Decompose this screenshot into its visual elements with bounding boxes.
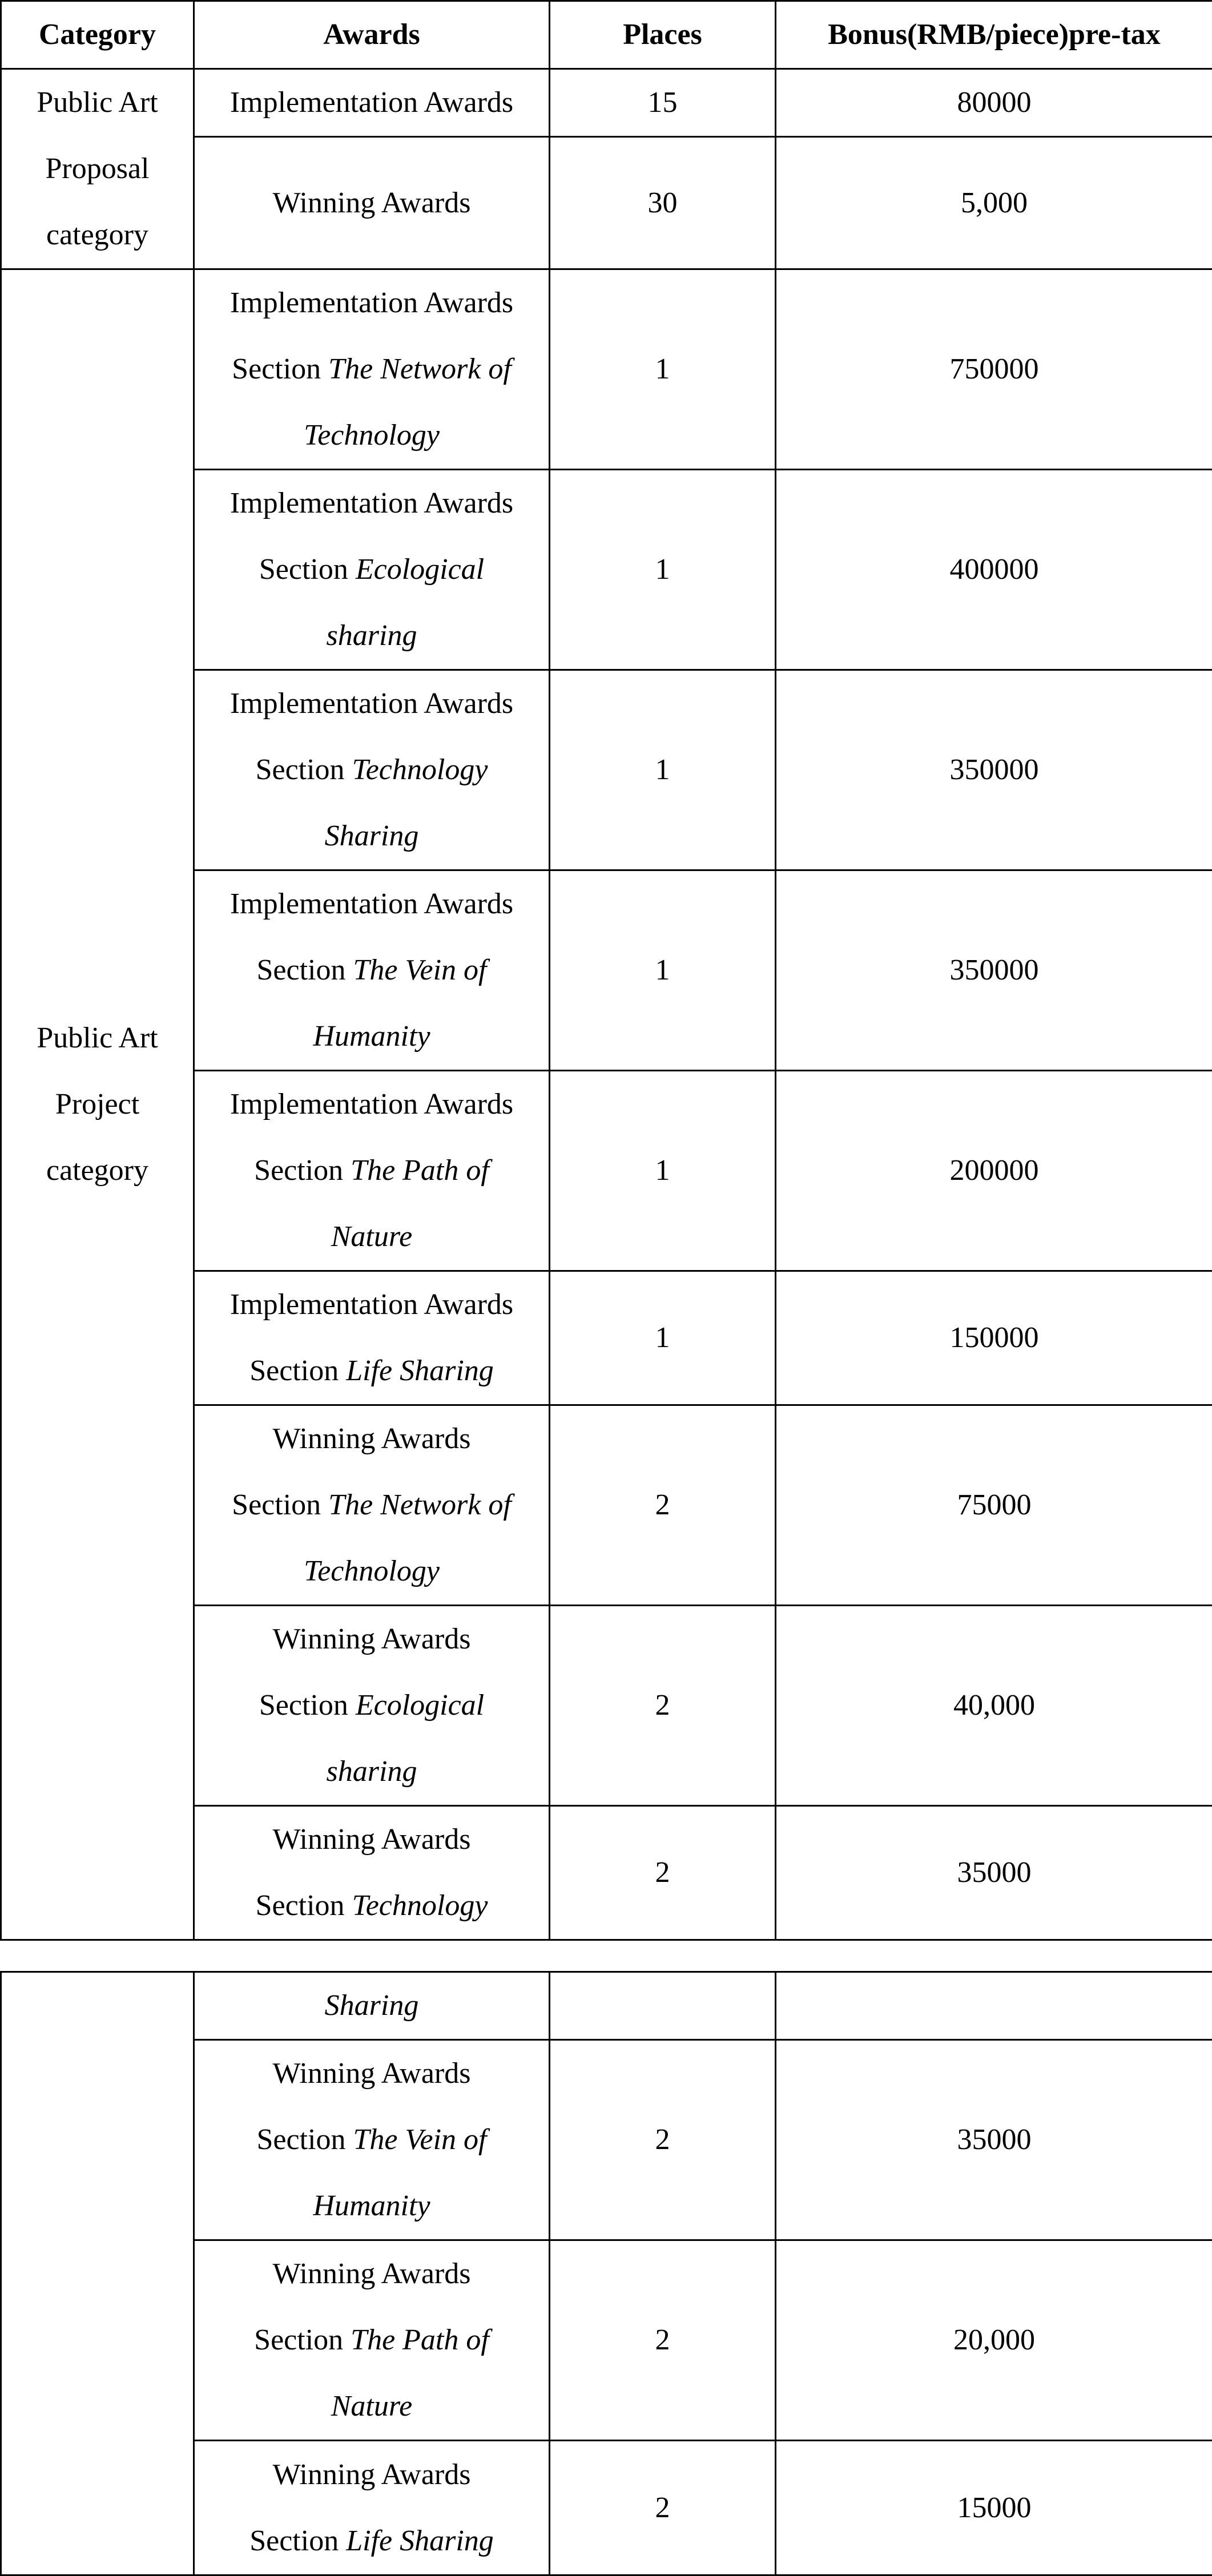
places-cell: 2 [550,2441,776,2575]
category-cell [1,69,194,269]
section-prefix: Section [257,2123,353,2156]
award-cell [194,137,550,269]
category-line: Public Art [12,1005,183,1071]
table-row [1,1972,1212,2040]
section-prefix: Section [257,954,353,986]
award-title: Winning Awards [205,2241,538,2307]
award-title: Implementation Awards [230,86,513,119]
section-name: The Path of [351,2324,489,2356]
bonus-cell: 750000 [776,269,1212,470]
bonus-cell: 350000 [776,670,1212,870]
award-title: Winning Awards [273,187,471,219]
section-name: The Network of [328,353,512,385]
section-name-cont: Nature [331,1220,413,1253]
bonus-cell: 35000 [776,2040,1212,2240]
section-name: Life Sharing [346,2525,494,2557]
section-name: Ecological [356,553,484,586]
section-name-cont: Technology [304,419,440,451]
header-row [1,1,1212,69]
bonus-cell: 200000 [776,1071,1212,1271]
section-name: The Vein of [353,954,487,986]
award-title: Implementation Awards [205,270,538,336]
award-title: Winning Awards [205,2442,538,2508]
award-title: Winning Awards [205,1606,538,1672]
section-name-cont: Sharing [325,1989,419,2022]
award-cell [194,2040,550,2240]
header-awards: Awards [194,1,550,69]
section-name: The Vein of [353,2123,487,2156]
award-title: Implementation Awards [205,470,538,537]
section-name: Life Sharing [346,1354,494,1387]
award-cell [194,1606,550,1806]
section-name-cont: Technology [304,1555,440,1587]
section-prefix: Section [259,553,356,586]
bonus-cell: 75000 [776,1405,1212,1606]
section-prefix: Section [249,2525,346,2557]
bonus-cell: 80000 [776,69,1212,137]
section-prefix: Section [254,1154,351,1187]
category-line: Proposal [12,136,183,202]
section-name: Technology [352,753,488,786]
award-cell [194,2441,550,2575]
award-cell [194,870,550,1071]
section-prefix: Section [249,1354,346,1387]
section-prefix: Section [256,753,352,786]
section-name-cont: Sharing [325,820,419,852]
category-line: Project [12,1071,183,1138]
section-prefix: Section [259,1689,356,1722]
section-prefix: Section [254,2324,351,2356]
award-title: Implementation Awards [205,1071,538,1138]
award-title: Implementation Awards [205,871,538,937]
section-prefix: Section [256,1889,352,1922]
places-cell [550,1972,776,2040]
category-line: category [12,202,183,268]
bonus-cell: 35000 [776,1806,1212,1940]
section-name-cont: Humanity [313,1020,430,1053]
places-cell: 1 [550,870,776,1071]
places-cell: 2 [550,1806,776,1940]
category-line: Public Art [12,70,183,136]
table-row [1,269,1212,470]
award-title: Implementation Awards [205,1272,538,1338]
award-cell [194,1071,550,1271]
header-bonus: Bonus(RMB/piece)pre-tax [776,1,1212,69]
bonus-cell: 5,000 [776,137,1212,269]
places-cell: 1 [550,269,776,470]
section-prefix: Section [232,353,328,385]
section-name-cont: sharing [327,619,417,652]
award-cell [194,2240,550,2441]
bonus-cell: 400000 [776,470,1212,670]
bonus-cell: 40,000 [776,1606,1212,1806]
places-cell: 2 [550,1405,776,1606]
places-cell: 2 [550,2040,776,2240]
section-name-cont: sharing [327,1755,417,1788]
table-row [1,69,1212,137]
award-cell [194,670,550,870]
award-cell [194,1271,550,1405]
places-cell: 30 [550,137,776,269]
header-places: Places [550,1,776,69]
bonus-cell: 20,000 [776,2240,1212,2441]
places-cell: 1 [550,670,776,870]
award-cell [194,269,550,470]
award-cell [194,470,550,670]
category-line: category [12,1138,183,1204]
award-cell [194,69,550,137]
places-cell: 1 [550,470,776,670]
places-cell: 2 [550,1606,776,1806]
category-cell-empty [1,1972,194,2575]
places-cell: 2 [550,2240,776,2441]
section-name: The Path of [351,1154,489,1187]
section-name-cont: Nature [331,2390,413,2422]
award-title: Winning Awards [205,1406,538,1472]
places-cell: 1 [550,1071,776,1271]
section-name: Technology [352,1889,488,1922]
header-category: Category [1,1,194,69]
award-cell [194,1972,550,2040]
bonus-cell: 150000 [776,1271,1212,1405]
awards-table-continued [0,1971,1212,2576]
places-cell: 1 [550,1271,776,1405]
award-title: Winning Awards [205,1807,538,1873]
award-title: Implementation Awards [205,671,538,737]
bonus-cell [776,1972,1212,2040]
places-cell: 15 [550,69,776,137]
section-name: Ecological [356,1689,484,1722]
category-cell [1,269,194,1940]
award-cell [194,1405,550,1606]
section-name: The Network of [328,1489,512,1521]
award-cell [194,1806,550,1940]
award-title: Winning Awards [205,2041,538,2107]
bonus-cell: 15000 [776,2441,1212,2575]
section-prefix: Section [232,1489,328,1521]
section-name-cont: Humanity [313,2190,430,2222]
bonus-cell: 350000 [776,870,1212,1071]
